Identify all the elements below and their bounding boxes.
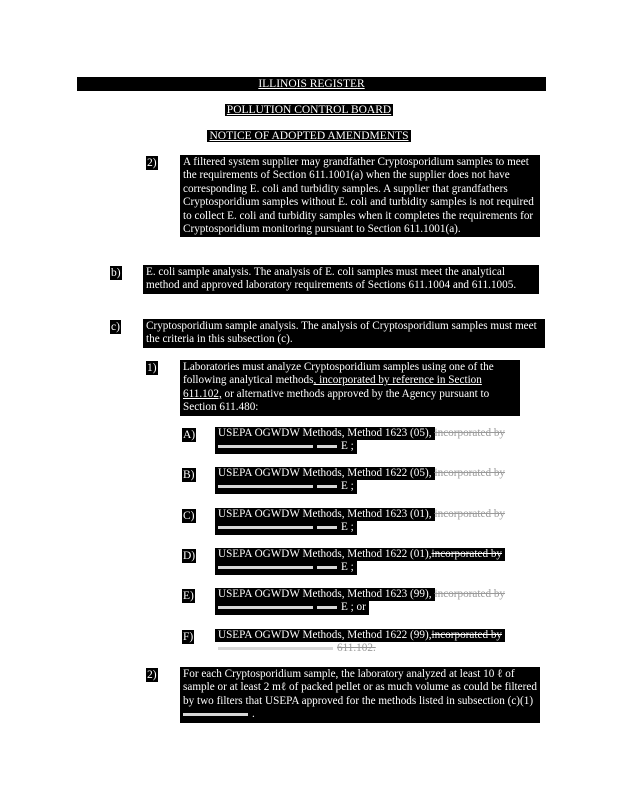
method-d-label: D) (183, 550, 196, 562)
method-a-line2 (215, 440, 357, 453)
para-2-label: 2) (147, 157, 157, 169)
para-c1-text-incorporated: , incorporated by reference in Section 611.102, (183, 374, 482, 400)
method-a-extra: incorporated by (434, 427, 506, 439)
method-f-line2-end: 611.102. (337, 642, 376, 655)
method-c-line1 (215, 508, 435, 521)
method-d-line2-end: E ; (341, 561, 354, 574)
register-header: ILLINOIS REGISTER (77, 77, 546, 91)
method-b-text: USEPA OGWDW Methods, Method 1622 (05), (218, 467, 432, 479)
method-c-text: USEPA OGWDW Methods, Method 1623 (01), (218, 508, 432, 520)
method-c-line2 (215, 521, 357, 534)
board-title-text: POLLUTION CONTROL BOARD (226, 104, 392, 116)
method-d-extra: incorporated by (431, 548, 503, 560)
para-c-label: c) (111, 321, 120, 333)
method-c-extra: incorporated by (434, 508, 506, 520)
para-b-text: E. coli sample analysis. The analysis of E. coli samples must meet the analytical method and approved laboratory requirements of Sections 611.1004 and 611.1005. (143, 265, 539, 294)
method-a-line1 (215, 427, 435, 440)
method-d (215, 548, 505, 575)
method-b-line2-end: E ; (341, 480, 354, 493)
method-f-extra: incorporated by (431, 629, 503, 641)
method-a (215, 427, 505, 454)
method-e-line2-end: E ; or (341, 601, 366, 614)
para-c2-end: . (252, 708, 255, 721)
method-a-label: A) (183, 429, 196, 441)
method-e-extra: incorporated by (434, 588, 506, 600)
para-2-text: A filtered system supplier may grandfather Cryptosporidium samples to meet the requirements of Section 611.1001(a) when the supplier does not have corresponding E. coli and turbidity samples. A supplier that grandfathers Cryptosporidium samples without E. coli and turbidity samples is not required to collect E. coli and turbidity samples when it completes the requirements for Cryptosporidium monitoring pursuant to Section 611.1001(a). (180, 155, 540, 237)
method-c (215, 508, 505, 535)
method-e (215, 588, 505, 615)
method-b-label: B) (183, 469, 195, 481)
method-f (215, 629, 505, 656)
method-b (215, 467, 505, 494)
method-c-label: C) (183, 510, 195, 522)
method-e-label: E) (183, 590, 194, 602)
method-f-label: F) (183, 631, 194, 643)
method-f-text: USEPA OGWDW Methods, Method 1622 (99), (218, 629, 432, 641)
para-c1-text-b: or alternative methods approved by the Agency pursuant to Section 611.480: (183, 387, 490, 414)
para-b-label: b) (111, 267, 121, 279)
para-c1-text-a: Laboratories must analyze Cryptosporidium samples using one of the following analytical methods (183, 361, 494, 387)
para-c2-label: 2) (147, 669, 157, 681)
para-c-text: Cryptosporidium sample analysis. The analysis of Cryptosporidium samples must meet the criteria in this subsection (c). (143, 319, 545, 348)
para-c1-label: 1) (147, 362, 157, 374)
method-d-line1 (215, 548, 505, 561)
board-title (0, 103, 618, 117)
method-f-line2 (215, 642, 379, 655)
method-e-line2 (215, 601, 369, 614)
method-b-line1 (215, 467, 435, 480)
method-b-line2 (215, 480, 357, 493)
method-c-line2-end: E ; (341, 521, 354, 534)
notice-title (0, 129, 618, 143)
method-d-line2 (215, 561, 357, 574)
method-d-text: USEPA OGWDW Methods, Method 1622 (01), (218, 548, 432, 560)
notice-title-text: NOTICE OF ADOPTED AMENDMENTS (209, 130, 409, 142)
method-b-extra: incorporated by (434, 467, 506, 479)
para-c2-body: For each Cryptosporidium sample, the laboratory analyzed at least 10 ℓ of sample or at least 2 mℓ of packed pellet or as much volume as could be filtered by two filters that USEPA approved for the methods listed in subsection (c)(1) (183, 668, 537, 707)
method-a-text: USEPA OGWDW Methods, Method 1623 (05), (218, 427, 432, 439)
method-e-text: USEPA OGWDW Methods, Method 1623 (99), (218, 588, 432, 600)
para-c1-text (180, 360, 520, 416)
method-e-line1 (215, 588, 435, 601)
para-c2-text (180, 667, 540, 723)
method-a-line2-end: E ; (341, 440, 354, 453)
method-f-line1 (215, 629, 505, 642)
